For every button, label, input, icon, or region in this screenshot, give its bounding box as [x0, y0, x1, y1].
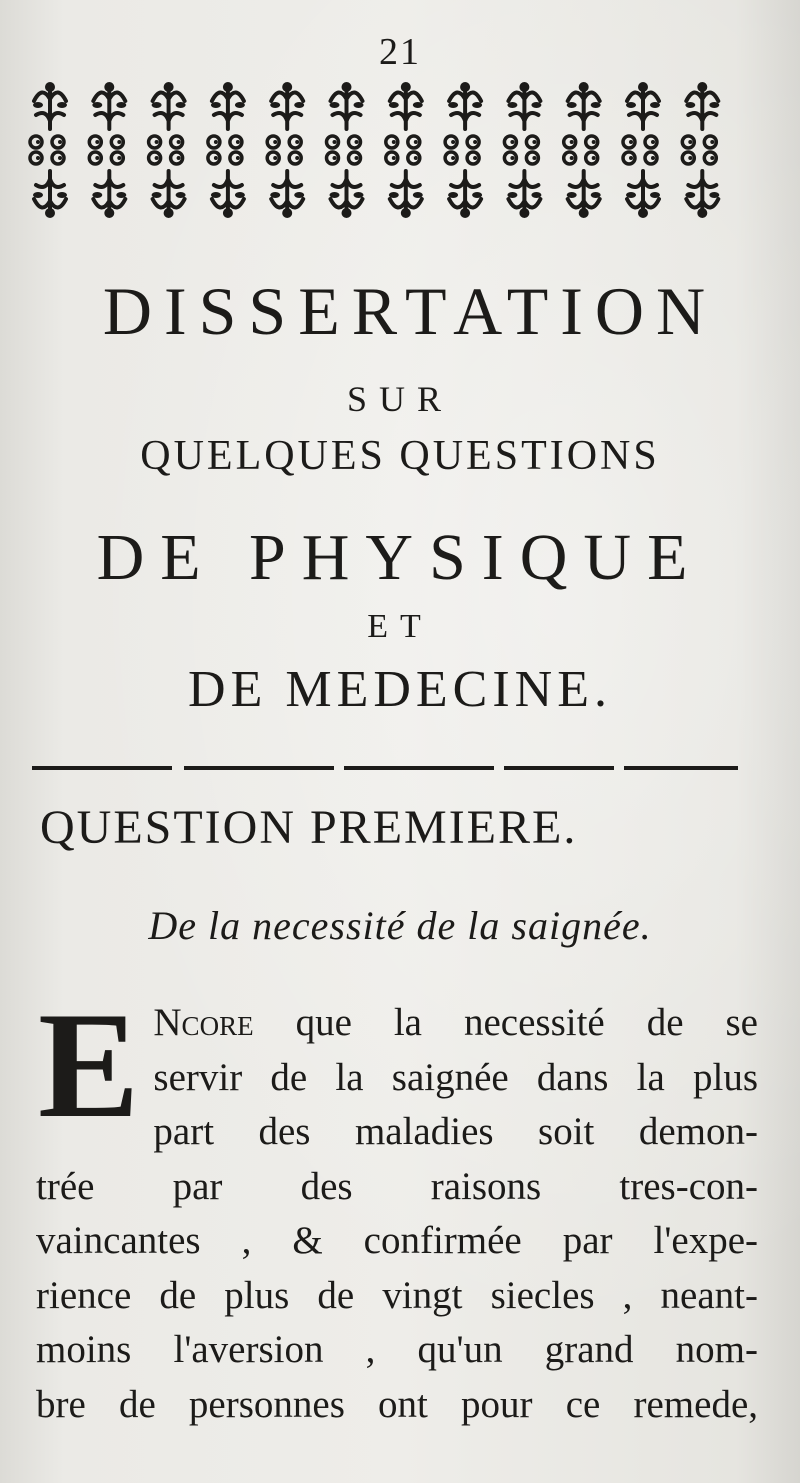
- fleuron-ornament: [270, 171, 304, 218]
- fleuron-ornament: [33, 171, 67, 218]
- ornamental-border: [22, 75, 734, 225]
- title-de-medecine: DE MEDECINE.: [188, 661, 612, 718]
- fleuron-ornament: [330, 171, 364, 218]
- scroll-ornament: [327, 136, 361, 164]
- section-divider: [32, 764, 738, 772]
- body-line: Ncore que la necessité de se: [153, 1001, 758, 1044]
- fleuron-ornament: [685, 82, 719, 129]
- scroll-ornament: [564, 136, 598, 164]
- fleuron-ornament: [92, 82, 126, 129]
- title-quelques-questions: QUELQUES QUESTIONS: [140, 433, 660, 479]
- fleuron-ornament: [507, 171, 541, 218]
- scroll-ornament: [149, 136, 183, 164]
- scroll-ornament: [89, 136, 123, 164]
- drop-cap-letter: E: [38, 981, 140, 1149]
- body-line: moins l'aversion , qu'un grand nom-: [36, 1328, 758, 1371]
- scroll-ornament: [504, 136, 538, 164]
- title-et: ET: [367, 608, 433, 645]
- fleuron-ornament: [330, 82, 364, 129]
- fleuron-ornament: [626, 82, 660, 129]
- fleuron-ornament: [626, 171, 660, 218]
- fleuron-ornament: [448, 82, 482, 129]
- title-de-physique: DE PHYSIQUE: [96, 521, 704, 594]
- fleuron-ornament: [152, 82, 186, 129]
- body-line: bre de personnes ont pour ce remede,: [36, 1382, 758, 1426]
- question-subheading: De la necessité de la saignée.: [148, 903, 652, 948]
- scroll-ornament: [386, 136, 420, 164]
- title-sur: SUR: [346, 379, 454, 419]
- question-heading: QUESTION PREMIERE.: [40, 801, 578, 854]
- scroll-ornament: [445, 136, 479, 164]
- scroll-ornament: [682, 136, 716, 164]
- body-line: trée par des raisons tres-con-: [36, 1164, 758, 1208]
- body-line: rience de plus de vingt siecles , neant-: [36, 1273, 758, 1317]
- fleuron-ornament: [567, 82, 601, 129]
- fleuron-ornament: [92, 171, 126, 218]
- scroll-ornament: [208, 136, 242, 164]
- page-number: 21: [379, 31, 421, 73]
- fleuron-ornament: [389, 82, 423, 129]
- body-line: vaincantes , & confirmée par l'expe-: [36, 1219, 758, 1262]
- scroll-ornament: [623, 136, 657, 164]
- fleuron-ornament: [270, 82, 304, 129]
- body-line: part des maladies soit demon-: [153, 1110, 758, 1153]
- body-paragraph: [36, 981, 758, 1432]
- title-dissertation: DISSERTATION: [102, 273, 718, 349]
- body-first-word: Ncore: [153, 1001, 254, 1044]
- scroll-ornament: [30, 136, 64, 164]
- fleuron-ornament: [685, 171, 719, 218]
- fleuron-ornament: [211, 171, 245, 218]
- fleuron-ornament: [507, 82, 541, 129]
- fleuron-ornament: [152, 171, 186, 218]
- fleuron-ornament: [567, 171, 601, 218]
- body-line: servir de la saignée dans la plus: [153, 1055, 758, 1099]
- fleuron-ornament: [211, 82, 245, 129]
- scroll-ornament: [267, 136, 301, 164]
- fleuron-ornament: [448, 171, 482, 218]
- fleuron-ornament: [389, 171, 423, 218]
- fleuron-ornament: [33, 82, 67, 129]
